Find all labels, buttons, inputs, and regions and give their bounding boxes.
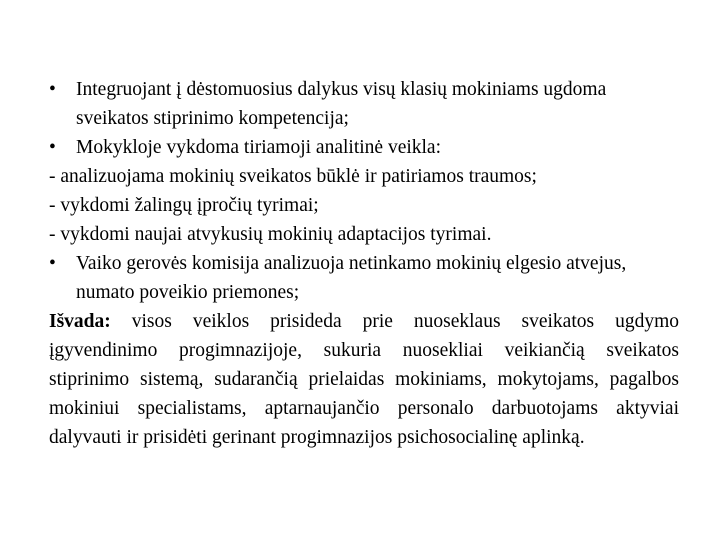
bullet-text: Integruojant į dėstomuosius dalykus visų klasių mokiniams ugdoma sveikatos stiprinimo kompetencija; [76,79,607,129]
conclusion-label: Išvada: [49,311,111,332]
bullet-symbol: • [49,253,56,274]
dash-item-1: - analizuojama mokinių sveikatos būklė ir patiriamos traumos; [49,166,537,187]
conclusion-paragraph [49,307,679,452]
dash-item-2: - vykdomi žalingų įpročių tyrimai; [49,195,319,216]
bullet-item-1 [49,75,679,133]
bullet-text: Vaiko gerovės komisija analizuoja netinkamo mokinių elgesio atvejus, numato poveikio priemones; [76,253,627,303]
bullet-item-3 [49,249,679,307]
slide-body [49,75,679,452]
bullet-text: Mokykloje vykdoma tiriamoji analitinė veikla: [76,137,442,158]
bullet-symbol: • [49,79,56,100]
bullet-item-2 [49,133,679,162]
bullet-symbol: • [49,137,56,158]
conclusion-text: visos veiklos prisideda prie nuoseklaus sveikatos ugdymo įgyvendinimo progimnazijoje, sukuria nuosekliai veikiančią sveikatos stiprinimo sistemą, sudarančią prielaidas mokiniams, mokytojams, pagalbos mokiniui specialistams, aptarnaujančio personalo darbuotojams aktyviai dalyvauti ir prisidėti gerinant progimnazijos psichosocialinę aplinką. [49,311,679,448]
dash-item-3: - vykdomi naujai atvykusių mokinių adaptacijos tyrimai. [49,224,492,245]
